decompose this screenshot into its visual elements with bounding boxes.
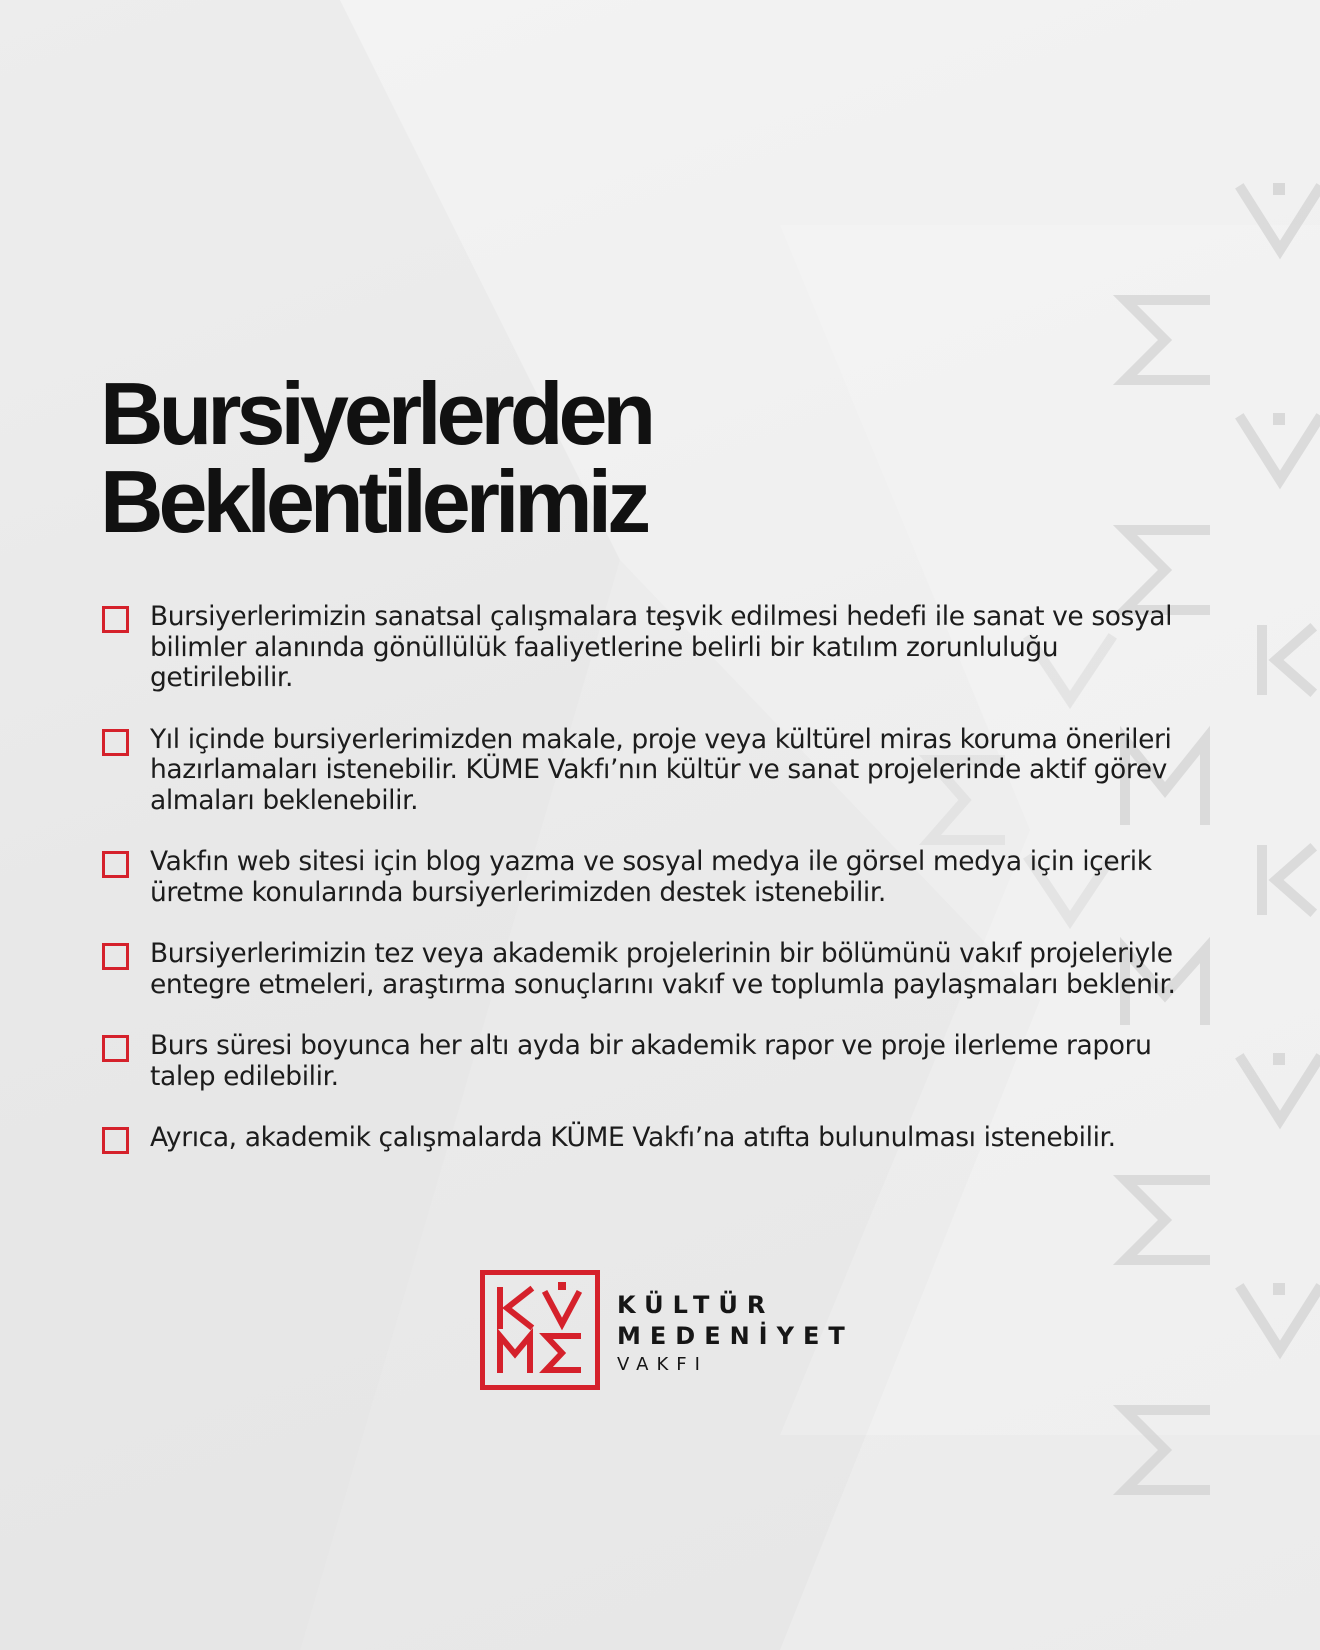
checkbox-icon (102, 1127, 129, 1154)
list-item (100, 847, 1180, 908)
list-item-text: Burs süresi boyunca her altı ayda bir akademik rapor ve proje ilerleme raporu talep edilebilir. (150, 1030, 1152, 1092)
checkbox-icon (102, 943, 129, 970)
main-content (100, 364, 1180, 1185)
logo-line-vakfi: VAKFI (617, 1354, 708, 1375)
expectations-list (100, 602, 1180, 1154)
checkbox-icon (102, 606, 129, 633)
checkbox-icon (102, 851, 129, 878)
checkbox-icon (102, 1035, 129, 1062)
checkbox-icon (102, 729, 129, 756)
list-item (100, 725, 1180, 817)
list-item-text: Yıl içinde bursiyerlerimizden makale, proje veya kültürel miras koruma önerileri hazırlamaları istenebilir. KÜME Vakfı’nın kültür ve sanat projelerinde aktif görev almaları beklenebilir. (150, 723, 1172, 816)
logo-line-medeniyet: MEDENİYET (617, 1322, 854, 1350)
list-item-text: Bursiyerlerimizin tez veya akademik projelerinin bir bölümünü vakıf projeleriyle entegre etmeleri, araştırma sonuçlarını vakıf ve toplumla paylaşmaları beklenir. (150, 938, 1176, 1000)
kume-logo-icon (480, 1270, 600, 1390)
list-item-text: Vakfın web sitesi için blog yazma ve sosyal medya ile görsel medya için içerik üretme konularında bursiyerlerimizden destek istenebilir. (150, 846, 1152, 908)
list-item (100, 939, 1180, 1000)
list-item-text: Ayrıca, akademik çalışmalarda KÜME Vakfı’na atıfta bulunulması istenebilir. (150, 1122, 1116, 1153)
background-dots (1273, 183, 1285, 1295)
logo-line-kultur: KÜLTÜR (617, 1291, 775, 1319)
page-title-line1: Bursiyerlerden (100, 364, 652, 463)
list-item (100, 1031, 1180, 1092)
page-title (100, 364, 1180, 551)
list-item (100, 602, 1180, 694)
list-item-text: Bursiyerlerimizin sanatsal çalışmalara teşvik edilmesi hedefi ile sanat ve sosyal bilimler alanında gönüllülük faaliyetlerine belirli bir katılım zorunluluğu getirilebilir. (150, 601, 1173, 693)
foundation-logo (480, 1270, 860, 1390)
page-title-line2: Beklentilerimiz (100, 452, 647, 551)
logo-wordmark (617, 1290, 854, 1378)
list-item (100, 1123, 1180, 1154)
